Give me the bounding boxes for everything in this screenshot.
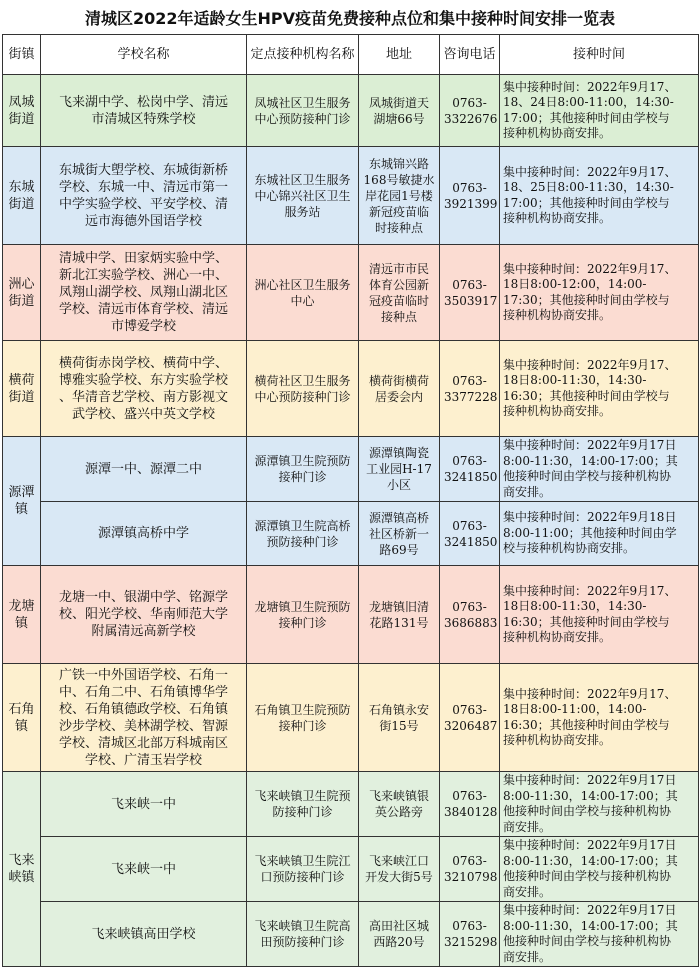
phone-cell: 0763- 3210798 bbox=[440, 837, 500, 902]
table-row bbox=[3, 437, 699, 502]
address-cell: 凤城街道天 湖塘66号 bbox=[359, 75, 440, 147]
school-cell: 飞来峡一中 bbox=[41, 772, 247, 837]
org-cell: 龙塘镇卫生院预防 接种门诊 bbox=[247, 566, 359, 664]
time-cell: 集中接种时间：2022年9月17日 8:00-11:30，14:00-17:00；其 他接种时间由学校与接种机构协 商安排。 bbox=[500, 437, 699, 502]
town-cell: 东城 街道 bbox=[3, 147, 41, 245]
page-title: 清城区2022年适龄女生HPV疫苗免费接种点位和集中接种时间安排一览表 bbox=[84, 8, 616, 28]
org-cell: 源潭镇卫生院高桥 预防接种门诊 bbox=[247, 502, 359, 566]
table-row bbox=[3, 902, 699, 967]
school-cell: 清城中学、田家炳实验中学、 新北江实验学校、洲心一中、 凤翔山湖学校、凤翔山湖北区 学校、清远市体育学校、清远 市博爱学校 bbox=[41, 245, 247, 341]
phone-cell: 0763- 3241850 bbox=[440, 437, 500, 502]
header-phone: 咨询电话 bbox=[440, 35, 500, 75]
phone-cell: 0763- 3840128 bbox=[440, 772, 500, 837]
address-cell: 高田社区城 西路20号 bbox=[359, 902, 440, 967]
address-cell: 石角镇永安 街15号 bbox=[359, 664, 440, 772]
address-cell: 东城锦兴路 168号敏捷水 岸花园1号楼 新冠疫苗临 时接种点 bbox=[359, 147, 440, 245]
phone-cell: 0763- 3215298 bbox=[440, 902, 500, 967]
table-row bbox=[3, 664, 699, 772]
address-cell: 飞来峡镇银 英公路旁 bbox=[359, 772, 440, 837]
phone-cell: 0763- 3503917 bbox=[440, 245, 500, 341]
time-cell: 集中接种时间：2022年9月17、 18、25日8:00-11:30，14:30- 17:00；其他接种时间由学校与 接种机构协商安排。 bbox=[500, 147, 699, 245]
org-cell: 飞来峡镇卫生院高 田预防接种门诊 bbox=[247, 902, 359, 967]
table-row bbox=[3, 502, 699, 566]
school-cell: 源潭镇高桥中学 bbox=[41, 502, 247, 566]
org-cell: 洲心社区卫生服务 中心 bbox=[247, 245, 359, 341]
address-cell: 源潭镇高桥 社区桥新一 路69号 bbox=[359, 502, 440, 566]
town-cell: 洲心 街道 bbox=[3, 245, 41, 341]
phone-cell: 0763- 3322676 bbox=[440, 75, 500, 147]
school-cell: 横荷街赤岗学校、横荷中学、 博雅实验学校、东方实验学校 、华清音艺学校、南方影视文 武学校、盛兴中英文学校 bbox=[41, 341, 247, 437]
school-cell: 飞来湖中学、松岗中学、清远 市清城区特殊学校 bbox=[41, 75, 247, 147]
phone-cell: 0763- 3686883 bbox=[440, 566, 500, 664]
table-row bbox=[3, 837, 699, 902]
address-cell: 横荷街横荷 居委会内 bbox=[359, 341, 440, 437]
org-cell: 飞来峡镇卫生院江 口预防接种门诊 bbox=[247, 837, 359, 902]
table-row bbox=[3, 245, 699, 341]
time-cell: 集中接种时间：2022年9月18日 8:00-11:00；其他接种时间由学 校与接种机构协商安排。 bbox=[500, 502, 699, 566]
schedule-table bbox=[2, 34, 699, 967]
header-row bbox=[3, 35, 699, 75]
school-cell: 东城街大塱学校、东城街新桥 学校、东城一中、清远市第一 中学实验学校、平安学校、清 远市海德外国语学校 bbox=[41, 147, 247, 245]
address-cell: 源潭镇陶瓷 工业园H-17 小区 bbox=[359, 437, 440, 502]
header-org: 定点接种机构名称 bbox=[247, 35, 359, 75]
org-cell: 东城社区卫生服务 中心锦兴社区卫生 服务站 bbox=[247, 147, 359, 245]
phone-cell: 0763- 3921399 bbox=[440, 147, 500, 245]
table-row bbox=[3, 147, 699, 245]
org-cell: 横荷社区卫生服务 中心预防接种门诊 bbox=[247, 341, 359, 437]
school-cell: 广铁一中外国语学校、石角一 中、石角二中、石角镇博华学 校、石角镇德政学校、石角镇 沙步学校、美林湖学校、智源 学校、清城区北部万科城南区 学校、广清玉岩学校 bbox=[41, 664, 247, 772]
org-cell: 凤城社区卫生服务 中心预防接种门诊 bbox=[247, 75, 359, 147]
time-cell: 集中接种时间：2022年9月17日 8:00-11:30，14:00-17:00；其 他接种时间由学校与接种机构协 商安排。 bbox=[500, 837, 699, 902]
table-row bbox=[3, 566, 699, 664]
time-cell: 集中接种时间：2022年9月17日 8:00-11:30，14:00-17:00；其 他接种时间由学校与接种机构协 商安排。 bbox=[500, 902, 699, 967]
school-cell: 飞来峡一中 bbox=[41, 837, 247, 902]
time-cell: 集中接种时间：2022年9月17、 18日8:00-11:30，14:30- 16:30；其他接种时间由学校与 接种机构协商安排。 bbox=[500, 341, 699, 437]
table-row bbox=[3, 341, 699, 437]
town-cell: 横荷 街道 bbox=[3, 341, 41, 437]
town-cell: 源潭 镇 bbox=[3, 437, 41, 566]
org-cell: 石角镇卫生院预防 接种门诊 bbox=[247, 664, 359, 772]
town-cell: 凤城 街道 bbox=[3, 75, 41, 147]
address-cell: 清远市市民 体育公园新 冠疫苗临时 接种点 bbox=[359, 245, 440, 341]
header-time: 接种时间 bbox=[500, 35, 699, 75]
time-cell: 集中接种时间：2022年9月17日 8:00-11:30，14:00-17:00；其 他接种时间由学校与接种机构协 商安排。 bbox=[500, 772, 699, 837]
header-town: 街镇 bbox=[3, 35, 41, 75]
time-cell: 集中接种时间：2022年9月17、 18、24日8:00-11:00，14:30- 17:00；其他接种时间由学校与 接种机构协商安排。 bbox=[500, 75, 699, 147]
school-cell: 龙塘一中、银湖中学、铭源学 校、阳光学校、华南师范大学 附属清远高新学校 bbox=[41, 566, 247, 664]
phone-cell: 0763- 3206487 bbox=[440, 664, 500, 772]
school-cell: 源潭一中、源潭二中 bbox=[41, 437, 247, 502]
town-cell: 飞来 峡镇 bbox=[3, 772, 41, 967]
address-cell: 飞来峡江口 开发大街5号 bbox=[359, 837, 440, 902]
header-school: 学校名称 bbox=[41, 35, 247, 75]
header-address: 地址 bbox=[359, 35, 440, 75]
org-cell: 飞来峡镇卫生院预 防接种门诊 bbox=[247, 772, 359, 837]
table-row bbox=[3, 772, 699, 837]
phone-cell: 0763- 3377228 bbox=[440, 341, 500, 437]
org-cell: 源潭镇卫生院预防 接种门诊 bbox=[247, 437, 359, 502]
town-cell: 石角 镇 bbox=[3, 664, 41, 772]
time-cell: 集中接种时间：2022年9月17、 18日8:00-11:00，14:00- 16:30；其他接种时间由学校与 接种机构协商安排。 bbox=[500, 664, 699, 772]
town-cell: 龙塘 镇 bbox=[3, 566, 41, 664]
table-row bbox=[3, 75, 699, 147]
phone-cell: 0763- 3241850 bbox=[440, 502, 500, 566]
time-cell: 集中接种时间：2022年9月17、 18日8:00-11:30，14:30- 16:30；其他接种时间由学校与 接种机构协商安排。 bbox=[500, 566, 699, 664]
time-cell: 集中接种时间：2022年9月17、 18日8:00-12:00，14:00- 17:30；其他接种时间由学校与 接种机构协商安排。 bbox=[500, 245, 699, 341]
school-cell: 飞来峡镇高田学校 bbox=[41, 902, 247, 967]
address-cell: 龙塘镇旧清 花路131号 bbox=[359, 566, 440, 664]
